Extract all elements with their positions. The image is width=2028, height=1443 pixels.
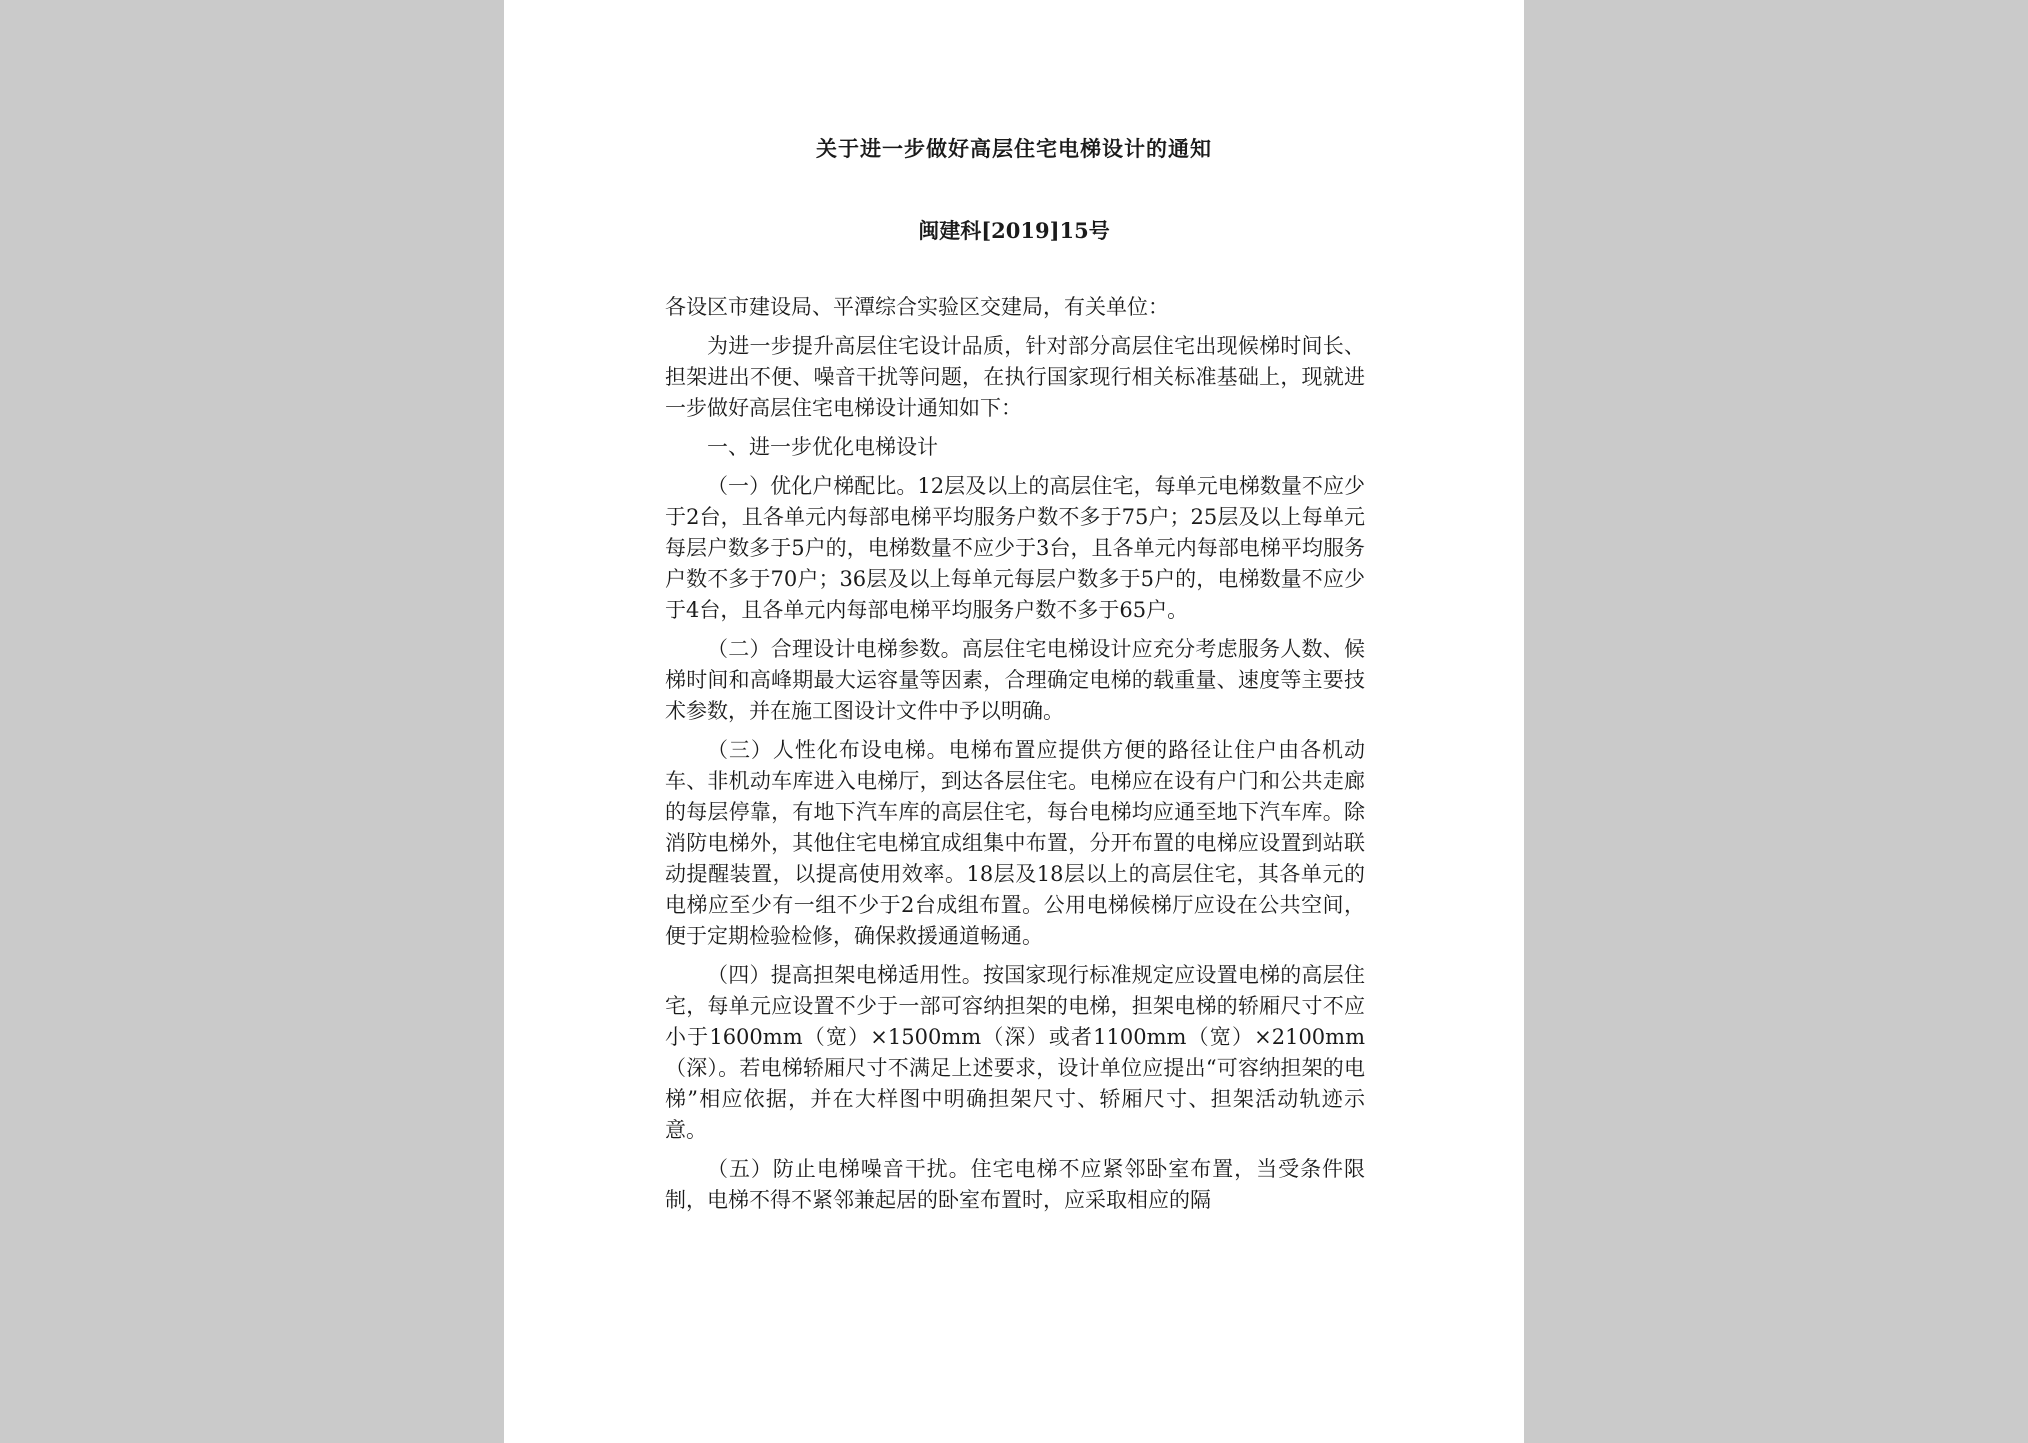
item-paragraph-4: （四）提高担架电梯适用性。按国家现行标准规定应设置电梯的高层住宅，每单元应设置不少于一部可容纳担架的电梯，担架电梯的轿厢尺寸不应小于1600mm（宽）×1500mm（深）或者1100mm（宽）×2100mm（深）。若电梯轿厢尺寸不满足上述要求，设计单位应提出“可容纳担架的电梯”相应依据，并在大样图中明确担架尺寸、轿厢尺寸、担架活动轨迹示意。 xyxy=(665,963,1365,1142)
document-body xyxy=(665,292,1365,1224)
section-heading: 一、进一步优化电梯设计 xyxy=(707,435,938,459)
document-page xyxy=(504,0,1524,1443)
document-title: 关于进一步做好高层住宅电梯设计的通知 xyxy=(816,136,1212,161)
document-number: 闽建科[2019]15号 xyxy=(918,218,1110,243)
intro-paragraph: 为进一步提升高层住宅设计品质，针对部分高层住宅出现候梯时间长、担架进出不便、噪音干扰等问题，在执行国家现行相关标准基础上，现就进一步做好高层住宅电梯设计通知如下： xyxy=(665,334,1365,420)
item-paragraph-3: （三）人性化布设电梯。电梯布置应提供方便的路径让住户由各机动车、非机动车库进入电梯厅，到达各层住宅。电梯应在设有户门和公共走廊的每层停靠，有地下汽车库的高层住宅，每台电梯均应通至地下汽车库。除消防电梯外，其他住宅电梯宜成组集中布置，分开布置的电梯应设置到站联动提醒装置，以提高使用效率。18层及18层以上的高层住宅，其各单元的电梯应至少有一组不少于2台成组布置。公用电梯候梯厅应设在公共空间，便于定期检验检修，确保救援通道畅通。 xyxy=(665,738,1365,948)
item-paragraph-1: （一）优化户梯配比。12层及以上的高层住宅，每单元电梯数量不应少于2台，且各单元内每部电梯平均服务户数不多于75户；25层及以上每单元每层户数多于5户的，电梯数量不应少于3台，且各单元内每部电梯平均服务户数不多于70户；36层及以上每单元每层户数多于5户的，电梯数量不应少于4台，且各单元内每部电梯平均服务户数不多于65户。 xyxy=(665,474,1365,622)
item-paragraph-2: （二）合理设计电梯参数。高层住宅电梯设计应充分考虑服务人数、候梯时间和高峰期最大运容量等因素，合理确定电梯的载重量、速度等主要技术参数，并在施工图设计文件中予以明确。 xyxy=(665,637,1365,723)
salutation: 各设区市建设局、平潭综合实验区交建局，有关单位： xyxy=(665,295,1169,319)
item-paragraph-5: （五）防止电梯噪音干扰。住宅电梯不应紧邻卧室布置，当受条件限制，电梯不得不紧邻兼起居的卧室布置时，应采取相应的隔 xyxy=(665,1157,1365,1212)
